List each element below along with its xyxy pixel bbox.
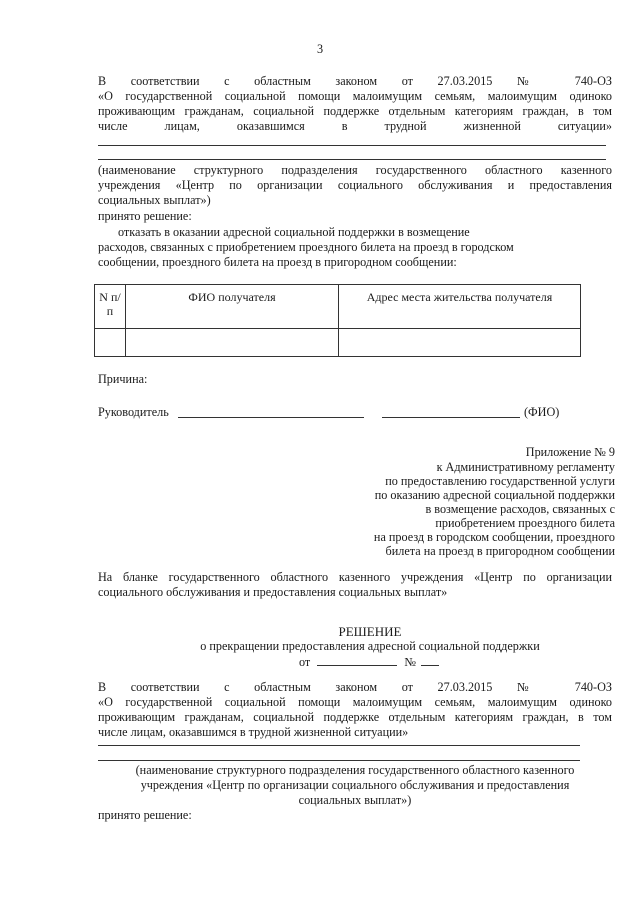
decision2-label: принято решение:	[98, 808, 192, 822]
table-cell	[126, 329, 339, 357]
page-number: 3	[316, 42, 324, 56]
fill-line	[98, 760, 580, 761]
decision-date-row	[299, 654, 439, 670]
number-line	[421, 654, 439, 666]
reason-label: Причина:	[98, 372, 148, 386]
org-caption-line-3: социальных выплат»)	[98, 193, 211, 207]
appendix-line-4: в возмещение расходов, связанных с	[425, 502, 615, 516]
decision-line-2: расходов, связанных с приобретением проездного билета на проезд в городском	[98, 240, 514, 254]
table-row	[95, 329, 581, 357]
fio-label: (ФИО)	[524, 405, 560, 419]
decision-line-1: отказать в оказании адресной социальной поддержки в возмещение	[118, 225, 470, 239]
intro2-line-1: В соответствии с областным законом от 27.03.2015 № 740-ОЗ	[98, 680, 612, 694]
table-cell	[339, 329, 581, 357]
blank-line-2: социального обслуживания и предоставления социальных выплат»	[98, 585, 448, 599]
intro-line-2: «О государственной социальной помощи малоимущим семьям, малоимущим одиноко	[98, 89, 612, 103]
appendix-title: Приложение № 9	[525, 445, 615, 459]
decision-title: РЕШЕНИЕ	[338, 624, 402, 639]
intro2-line-4: числе лицам, оказавшимся в трудной жизненной ситуации»	[98, 725, 409, 739]
recipients-table	[94, 284, 581, 357]
from-label: от	[299, 655, 311, 669]
head-label: Руководитель	[98, 405, 169, 419]
org2-caption-line-1: (наименование структурного подразделения государственного областного казенного	[135, 763, 575, 777]
appendix-line-2: по предоставлению государственной услуги	[385, 474, 615, 488]
decision-label: принято решение:	[98, 209, 192, 223]
org2-caption-line-3: социальных выплат»)	[298, 793, 412, 807]
signature-line	[178, 417, 364, 418]
table-cell	[95, 329, 126, 357]
column-header-number: N п/п	[95, 285, 126, 329]
org-caption-line-2: учреждения «Центр по организации социального обслуживания и предоставления	[98, 178, 612, 192]
intro2-line-2: «О государственной социальной помощи малоимущим семьям, малоимущим одиноко	[98, 695, 612, 709]
appendix-line-7: билета на проезд в пригородном сообщении	[385, 544, 615, 558]
number-label: №	[404, 655, 416, 669]
org2-caption-line-2: учреждения «Центр по организации социального обслуживания и предоставления	[140, 778, 570, 792]
intro2-line-3: проживающим гражданам, социальной поддержке отдельным категориям граждан, в том	[98, 710, 612, 724]
table-header-row	[95, 285, 581, 329]
appendix-line-5: приобретением проездного билета	[435, 516, 615, 530]
column-header-address: Адрес места жительства получателя	[339, 285, 581, 329]
fill-line	[98, 745, 580, 746]
column-header-fio: ФИО получателя	[126, 285, 339, 329]
org-caption-line-1: (наименование структурного подразделения государственного областного казенного	[98, 163, 612, 177]
appendix-line-3: по оказанию адресной социальной поддержки	[374, 488, 615, 502]
appendix-line-1: к Административному регламенту	[436, 460, 615, 474]
intro-line-4: числе лицам, оказавшимся в трудной жизненной ситуации»	[98, 119, 612, 133]
fill-line	[98, 159, 606, 160]
decision-subtitle: о прекращении предоставления адресной социальной поддержки	[200, 639, 540, 653]
blank-line-1: На бланке государственного областного казенного учреждения «Центр по организации	[98, 570, 612, 584]
date-line	[317, 654, 397, 666]
intro-line-1: В соответствии с областным законом от 27.03.2015 № 740-ОЗ	[98, 74, 612, 88]
fio-line	[382, 417, 520, 418]
decision-line-3: сообщении, проездного билета на проезд в пригородном сообщении:	[98, 255, 457, 269]
intro-line-3: проживающим гражданам, социальной поддержке отдельным категориям граждан, в том	[98, 104, 612, 118]
fill-line	[98, 145, 606, 146]
appendix-line-6: на проезд в городском сообщении, проездного	[373, 530, 615, 544]
